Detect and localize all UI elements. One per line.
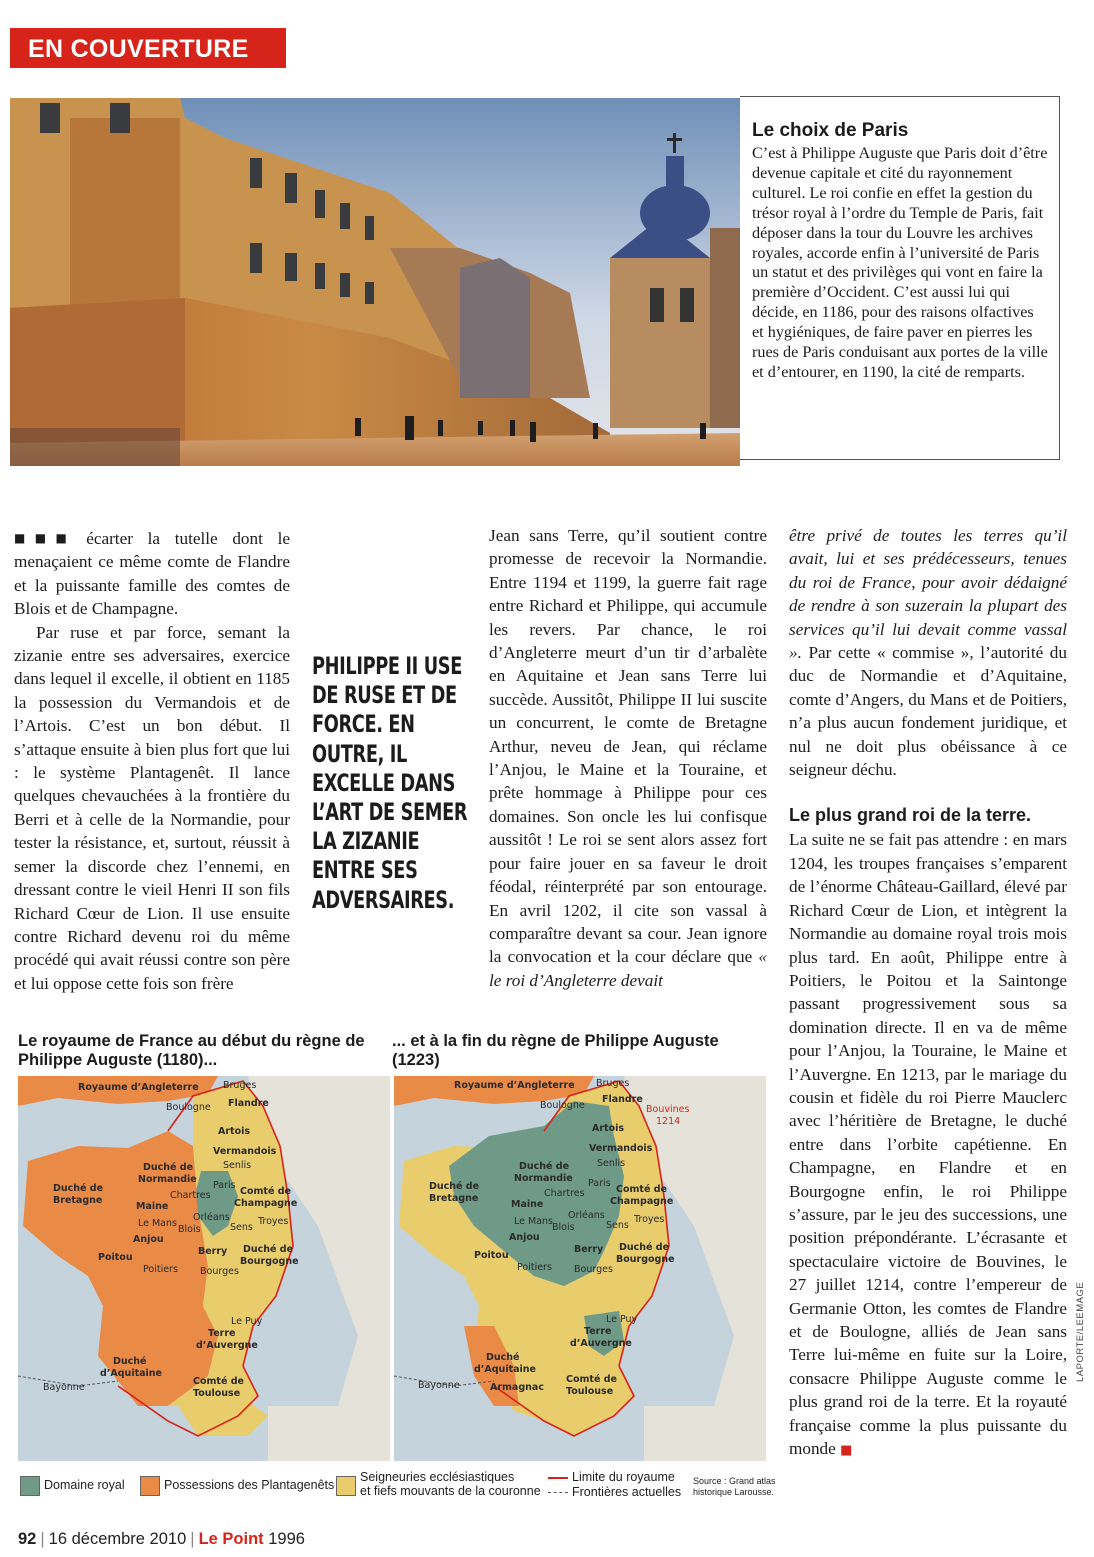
label-auvergne-2: d’Auvergne [570,1338,632,1349]
label-lemans: Le Mans [514,1216,553,1227]
quotation: être privé de toutes les terres qu’il avait, lui et ses prédécesseurs, tenues du roi de France, pour avoir dédaigné de rendre à son suzerain la plupart des services qu’il lui devait comme vassal ». [789,526,1067,663]
swatch-domaine-royal [20,1476,40,1496]
line-frontieres [548,1492,568,1493]
label-flandre: Flandre [228,1098,269,1109]
label-bayonne: Bayonne [418,1380,460,1391]
article-paragraph: La suite ne se fait pas attendre : en mars 1204, les troupes françaises s’emparent de l’énorme Château-Gaillard, élevé par Richard Cœur de Lion, et intègrent la Normandie au domaine royal trois mois plus tard. En août, Philippe entre à Poitiers, le Poitou et la Saintonge passant progressivement sous sa domination directe. Il en va de même pour l’Anjou, la Touraine, le Maine et l’Auvergne. En 1213, par le mariage du cousin et fidèle du roi Pierre Mauclerc avec l’héritière de Bretagne, le duché entre dans l’orbite capétienne. En Champagne, en Flandre et en Bourgogne enfin, le roi Philippe s’assure, par le jeu des successions, une position prépondérante. L’écrasante et spectaculaire victoire de Bouvines, le 27 juillet 1214, contre l’empereur de Germanie Otton, les comtes de Flandre et de Boulogne, alliés de Jean sans Terre lui-même en fuite sur la Loire, consacre Philippe Auguste comme le plus grand roi de la terre. Et la royauté française comme la plus puissante du monde ■ [789,830,1067,1459]
label-normandie-2: Normandie [514,1173,573,1184]
label-sens: Sens [230,1222,253,1233]
article-paragraph: ■■■ écarter la tutelle dont le menaçaient ce même comte de Flandre et la puissante famille des comtes de Blois et de Champagne. [14,529,290,619]
label-bayonne: Bayonne [43,1382,85,1393]
section-subheading: Le plus grand roi de la terre. [789,805,1032,826]
sidebar-paragraph: C’est à Philippe Auguste que Paris doit d’être devenue capitale et cité du rayonnement culturel. Le roi confie en effet la gestion du trésor royal à l’ordre du Temple de Paris, fait déposer dans la tour du Louvre les archives royales, accorde enfin à l’université de Paris un statut et des privilèges qui vont en faire la première d’Occident. C’est aussi lui qui décide, en 1186, pour des raisons olfactives et hygiéniques, de faire paver en pierres les rues de Paris conduisant aux portes de la ville et d’entourer, en 1190, la cité de remparts. [752,144,1048,381]
label-troyes: Troyes [258,1216,289,1227]
label-normandie-1: Duché de [143,1162,194,1173]
label-lepuy: Le Puy [231,1316,263,1327]
label-aquitaine-2: d’Aquitaine [100,1368,162,1379]
label-paris: Paris [213,1180,236,1191]
rubric-label: EN COUVERTURE [28,35,249,63]
legend-source-1: Source : Grand atlas [693,1476,776,1486]
label-maine: Maine [511,1199,544,1210]
page-number: 92 [18,1530,37,1548]
label-troyes: Troyes [634,1214,665,1225]
map-1-title: Le royaume de France au début du règne de Philippe Auguste (1180)... [18,1032,365,1069]
label-bourgogne-1: Duché de [619,1242,670,1253]
swatch-plantagenets [140,1476,160,1496]
issue-date: 16 décembre 2010 [48,1530,187,1548]
label-blois: Blois [178,1224,201,1235]
label-bruges: Bruges [223,1080,257,1091]
article-paragraph: Par ruse et par force, semant la zizanie entre ses adversaires, exercice dans lequel il excelle, il obtient en 1185 la possession du Vermandois et de l’Artois. C’est un bon début. Il s’attaque ensuite à bien plus fort que lui : le système Plantagenêt. Il lance quelques chevauchées à la frontière du Berri et à celle de la Normandie, pour tester la résistance, et, surtout, réussit à semer la discorde chez l’ennemi, en dressant contre le vieil Henri II son fils Richard Cœur de Lion. Il use ensuite contre Richard devenu roi du même procédé qui avait réussi contre son père et lui oppose cette fois son frère [14,622,290,993]
label-champagne-1: Comté de [616,1184,667,1195]
label-auvergne-1: Terre [208,1328,236,1339]
legend-limite: Limite du royaume [572,1470,675,1484]
label-anjou: Anjou [133,1234,164,1245]
rubric-banner [10,28,286,68]
label-maine: Maine [136,1201,169,1212]
issue-number: 1996 [268,1530,305,1548]
legend-frontieres: Frontières actuelles [572,1485,682,1499]
label-bouvines: Bouvines [646,1104,690,1115]
label-bourgogne-2: Bourgogne [616,1254,675,1265]
label-artois: Artois [592,1123,625,1134]
label-bourges: Bourges [574,1264,613,1275]
label-orleans: Orléans [193,1212,230,1223]
label-sens: Sens [606,1220,629,1231]
article-paragraph: Jean sans Terre, qu’il soutient contre promesse de recevoir la Normandie. Entre 1194 et 1199, la guerre fait rage entre Richard et Philippe, qui accumule les revers. Par chance, le roi d’Angleterre meurt d’un tir d’arbalète en Aquitaine et Jean sans Terre lui succède. Aussitôt, Philippe II lui suscite un concurrent, le comte de Bretagne Arthur, neveu de Jean, qui réclame l’Anjou, le Maine et la Touraine, et prête hommage à Philippe pour ces domaines. Son oncle les lui confisque aussitôt ! Le roi se sent alors assez fort pour faire jouer en sa faveur le droit féodal, réinterprété par son entourage. En avril 1202, il cite son vassal à comparaître devant sa cour. Jean ignore la convocation et la cour déclare que « le roi d’Angleterre devait [489,526,767,990]
continuation-mark: ■■■ [14,531,77,545]
end-mark: ■ [840,1443,853,1459]
label-bouvines-year: 1214 [656,1116,681,1127]
label-champagne-1: Comté de [240,1186,291,1197]
label-berry: Berry [574,1244,604,1255]
label-bruges: Bruges [596,1078,630,1089]
page-footer: 92 | 16 décembre 2010 | Le Point 1996 [18,1530,305,1548]
article-column-1 [14,527,290,995]
label-berry: Berry [198,1246,228,1257]
legend-domaine-royal: Domaine royal [44,1478,125,1492]
label-lemans: Le Mans [138,1218,177,1229]
label-vermandois: Vermandois [213,1146,277,1157]
label-poitou: Poitou [474,1250,509,1261]
legend-seigneuries-1: Seigneuries ecclésiastiques [360,1470,515,1484]
label-chartres: Chartres [544,1188,585,1199]
label-paris: Paris [588,1178,611,1189]
label-poitiers: Poitiers [517,1262,552,1273]
label-lepuy: Le Puy [606,1314,638,1325]
label-bretagne-1: Duché de [429,1181,480,1192]
article-paragraph: être privé de toutes les terres qu’il avait, lui et ses prédécesseurs, tenues du roi de France, pour avoir dédaigné de rendre à son suzerain la plupart des services qu’il lui devait comme vassal ». Par cette « commise », l’autorité du duc de Normandie et d’Aquitaine, comte d’Angers, du Mans et de Poitiers, n’a plus aucun fondement juridique, et nul ne doit plus obéissance à ce seigneur déchu. [789,526,1067,780]
sidebar-body [752,144,1048,383]
label-armagnac: Armagnac [490,1382,544,1393]
label-senlis: Senlis [597,1158,626,1169]
photo-credit: LAPORTE/LEEMAGE [1075,1281,1086,1382]
swatch-seigneuries [336,1476,356,1496]
map-2-title: ... et à la fin du règne de Philippe Auguste (1223) [392,1032,719,1069]
label-normandie-1: Duché de [519,1161,570,1172]
map-legend [18,1470,788,1506]
label-boulogne: Boulogne [166,1102,211,1113]
paris-photo [10,98,740,466]
sidebar-title: Le choix de Paris [752,120,909,141]
label-auvergne-1: Terre [584,1326,612,1337]
label-toulouse-2: Toulouse [193,1388,241,1399]
map-france-1180 [18,1076,390,1461]
label-normandie-2: Normandie [138,1174,197,1185]
label-aquitaine-1: Duché [113,1356,147,1367]
magazine-brand: Le Point [198,1530,264,1548]
label-orleans: Orléans [568,1210,605,1221]
label-blois: Blois [552,1222,575,1233]
quotation: « le roi d’Angleterre devait [489,947,767,990]
label-champagne-2: Champagne [234,1198,298,1209]
label-senlis: Senlis [223,1160,252,1171]
label-boulogne: Boulogne [540,1100,585,1111]
label-bourgogne-1: Duché de [243,1244,294,1255]
label-bourgogne-2: Bourgogne [240,1256,299,1267]
label-toulouse-2: Toulouse [566,1386,614,1397]
label-angleterre: Royaume d’Angleterre [78,1082,199,1093]
map-france-1223 [394,1076,766,1461]
legend-seigneuries-2: et fiefs mouvants de la couronne [360,1484,541,1498]
label-bourges: Bourges [200,1266,239,1277]
label-artois: Artois [218,1126,251,1137]
label-vermandois: Vermandois [589,1143,653,1154]
label-poitiers: Poitiers [143,1264,178,1275]
label-auvergne-2: d’Auvergne [196,1340,258,1351]
label-aquitaine-1: Duché [486,1352,520,1363]
label-champagne-2: Champagne [610,1196,674,1207]
legend-plantagenets: Possessions des Plantagenêts [164,1478,335,1492]
label-toulouse-1: Comté de [566,1374,617,1385]
label-anjou: Anjou [509,1232,540,1243]
label-poitou: Poitou [98,1252,133,1263]
line-limite-royaume [548,1477,568,1479]
label-bretagne-2: Bretagne [53,1195,103,1206]
label-bretagne-2: Bretagne [429,1193,479,1204]
article-column-3 [789,524,1067,1462]
label-flandre: Flandre [602,1094,643,1105]
legend-source-2: historique Larousse. [693,1487,775,1497]
label-chartres: Chartres [170,1190,211,1201]
paris-photo-illustration [10,98,740,466]
article-column-2 [489,524,767,992]
pull-quote: PHILIPPE II USE DE RUSE ET DE FORCE. EN OUTRE, IL EXCELLE DANS L’ART DE SEMER LA ZIZANIE ENTRE SES ADVERSAIRES. [312,652,468,914]
label-aquitaine-2: d’Aquitaine [474,1364,536,1375]
label-angleterre: Royaume d’Angleterre [454,1080,575,1091]
label-toulouse-1: Comté de [193,1376,244,1387]
label-bretagne-1: Duché de [53,1183,104,1194]
